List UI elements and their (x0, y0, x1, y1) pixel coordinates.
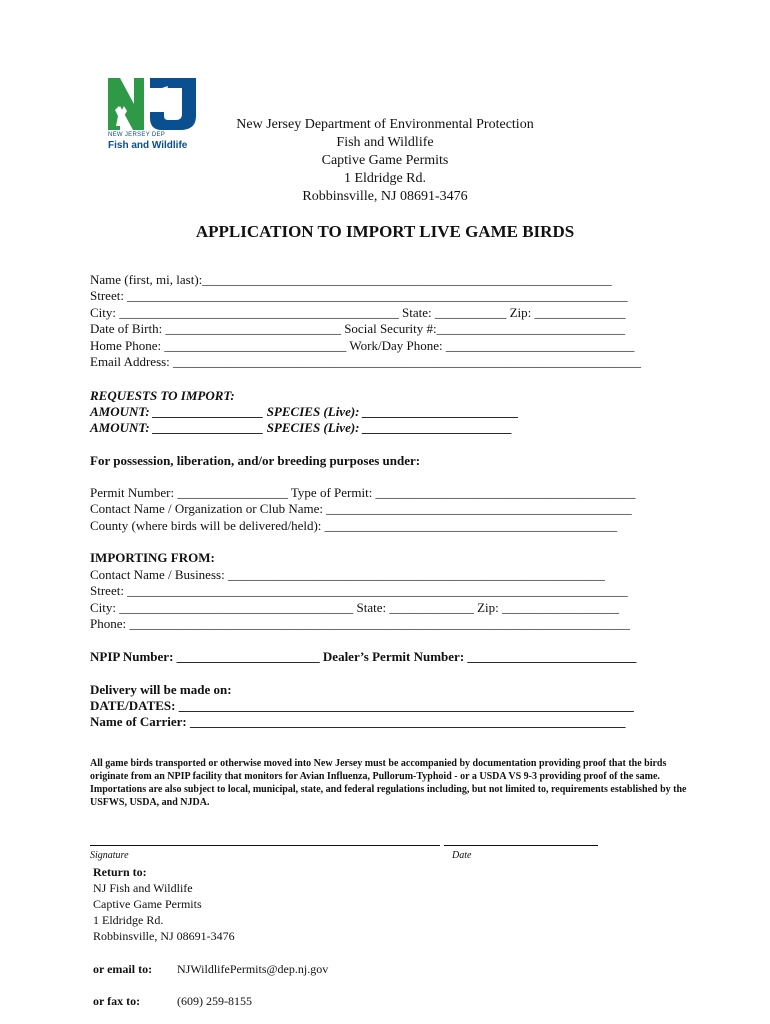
header-line: Captive Game Permits (321, 153, 449, 168)
carrier-field[interactable]: Name of Carrier: ___________________________________________________________________ (90, 714, 626, 729)
header-line: New Jersey Department of Environmental Protection (236, 117, 534, 132)
email-label: or email to: (93, 962, 153, 976)
fax-contact (93, 994, 252, 1009)
importing-heading: IMPORTING FROM: (90, 550, 215, 565)
email-address-link[interactable]: NJWildlifePermits@dep.nj.gov (177, 962, 329, 976)
street-field[interactable]: Street: _____________________________________________________________________________ (90, 288, 628, 303)
delivery-heading: Delivery will be made on: (90, 682, 232, 697)
phone-field[interactable]: Home Phone: ____________________________ Work/Day Phone: _____________________________ (90, 338, 635, 353)
name-field[interactable]: Name (first, mi, last):_______________________________________________________________ (90, 272, 612, 287)
importer-city-field[interactable]: City: ____________________________________ State: _____________ Zip: __________________ (90, 600, 620, 615)
return-heading: Return to: (93, 865, 147, 879)
header-line: 1 Eldridge Rd. (343, 171, 427, 186)
header-line: Fish and Wildlife (336, 135, 434, 150)
regulation-notice: All game birds transported or otherwise moved into New Jersey must be accompanied by documentation providing proof that the birds originate from an NPIP facility that monitors for Avian Influenza, Pullorum-Typhoid - or a USDA VS 9-3 providing proof of the same. Importations are also subject to local, municipal, state, and federal regulations including, but not limited to, requirements established by the USFWS, USDA, and NJDA. (90, 758, 687, 808)
email-contact (93, 962, 328, 977)
return-line: Captive Game Permits (93, 897, 202, 911)
delivery-dates-field[interactable]: DATE/DATES: ______________________________________________________________________ (90, 698, 634, 713)
dob-ssn-field[interactable]: Date of Birth: ___________________________ Social Security #:_____________________________ (90, 321, 626, 336)
return-line: 1 Eldridge Rd. (93, 913, 164, 927)
logo-name: Fish and Wildlife (108, 140, 188, 151)
county-field[interactable]: County (where birds will be delivered/held): _____________________________________________ (90, 518, 618, 533)
form-title: APPLICATION TO IMPORT LIVE GAME BIRDS (195, 222, 575, 241)
importer-contact-field[interactable]: Contact Name / Business: __________________________________________________________ (90, 567, 605, 582)
importer-phone-field[interactable]: Phone: _____________________________________________________________________________ (90, 616, 630, 631)
logo-subtitle: NEW JERSEY DEP (108, 132, 166, 138)
fax-label: or fax to: (93, 994, 141, 1008)
agency-header (0, 116, 770, 206)
fax-number: (609) 259-8155 (177, 994, 252, 1008)
npip-field[interactable]: NPIP Number: ______________________ Dealer’s Permit Number: __________________________ (90, 649, 637, 664)
importer-street-field[interactable]: Street: _____________________________________________________________________________ (90, 583, 628, 598)
return-address (93, 864, 235, 944)
email-field[interactable]: Email Address: ________________________________________________________________________ (90, 354, 642, 369)
date-label: Date (452, 850, 472, 861)
signature-line[interactable] (90, 845, 440, 846)
request-row-2[interactable]: AMOUNT: _________________ SPECIES (Live): _______________________ (90, 420, 513, 435)
signature-label: Signature (90, 850, 129, 861)
city-state-zip-field[interactable]: City: ___________________________________________ State: ___________ Zip: ______________ (90, 305, 626, 320)
purpose-heading: For possession, liberation, and/or breeding purposes under: (90, 453, 421, 468)
permit-field[interactable]: Permit Number: _________________ Type of Permit: ________________________________________ (90, 485, 636, 500)
requests-heading: REQUESTS TO IMPORT: (90, 388, 235, 403)
return-line: NJ Fish and Wildlife (93, 881, 193, 895)
date-line[interactable] (444, 845, 598, 846)
organization-field[interactable]: Contact Name / Organization or Club Name: _______________________________________________ (90, 501, 632, 516)
header-line: Robbinsville, NJ 08691-3476 (302, 189, 468, 204)
request-row-1[interactable]: AMOUNT: _________________ SPECIES (Live): ________________________ (90, 404, 519, 419)
return-line: Robbinsville, NJ 08691-3476 (93, 929, 235, 943)
